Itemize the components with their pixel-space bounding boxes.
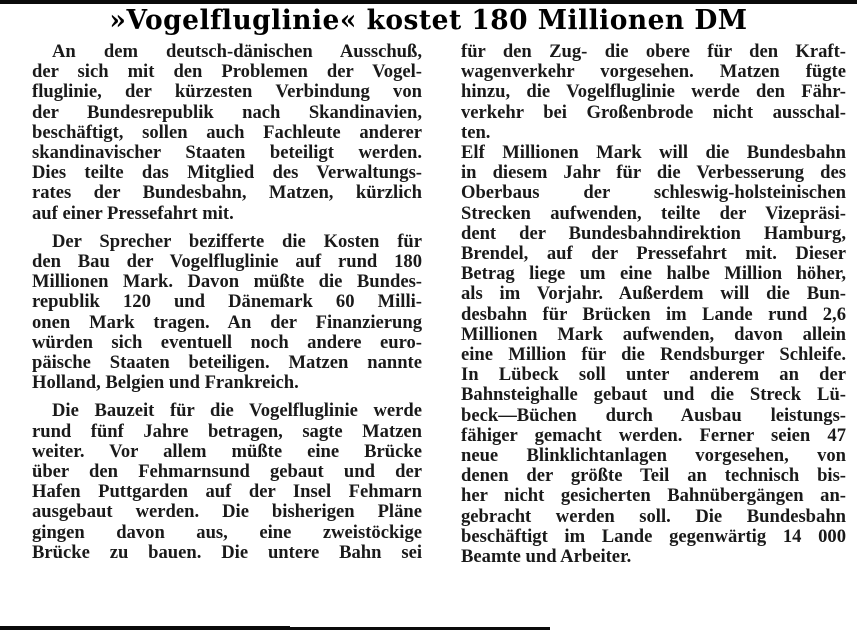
text-line: Betrag liege um eine halbe Million höher, <box>461 263 846 285</box>
text-line: Holland, Belgien und Frankreich. <box>32 372 299 394</box>
text-line: der sich mit den Problemen der Vogel- <box>32 61 422 83</box>
text-line: der Bundesrepublik nach Skandinavien, <box>32 101 422 123</box>
text-line: für den Zug- die obere für den Kraft- <box>461 41 846 62</box>
paragraph <box>12 401 422 563</box>
text-line: verkehr bei Großenbrode nicht ausschal- <box>461 101 846 123</box>
text-line: her nicht gesicherten Bahnübergängen an- <box>461 485 846 507</box>
text-line: fähiger gemacht werden. Ferner seien 47 <box>461 424 846 446</box>
text-line: als im Vorjahr. Außerdem will die Bun- <box>461 283 846 305</box>
text-line: Oberbaus der schleswig-holsteinischen <box>461 182 846 204</box>
top-rule <box>0 0 857 4</box>
text-line: denen der größte Teil an technisch bis- <box>461 465 846 487</box>
text-line: gebracht werden soll. Die Bundesbahn <box>461 505 846 527</box>
text-line: wagenverkehr vorgesehen. Matzen fügte <box>461 61 846 83</box>
text-line: desbahn für Brücken im Lande rund 2,6 <box>461 303 846 325</box>
text-line: ten. <box>461 121 491 143</box>
text-line: Der Sprecher bezifferte die Kosten für <box>52 230 422 252</box>
text-line: An dem deutsch-dänischen Ausschuß, <box>52 41 422 62</box>
paragraph <box>441 42 846 143</box>
text-line: den Bau der Vogelfluglinie auf rund 180 <box>32 251 422 273</box>
text-line: ausgebaut werden. Die bisherigen Pläne <box>32 501 422 523</box>
text-line: Brendel, auf der Pressefahrt mit. Dieser <box>461 243 846 265</box>
text-line: Millionen Mark aufwenden, davon allein <box>461 323 846 345</box>
text-line: würden sich eventuell noch andere euro- <box>32 331 422 353</box>
text-line: Elf Millionen Mark will die Bundesbahn <box>461 142 846 164</box>
text-line: Millionen Mark. Davon müßte die Bundes- <box>32 271 422 293</box>
paragraph <box>12 232 422 394</box>
text-line: Beamte und Arbeiter. <box>461 546 632 568</box>
text-line: Hafen Puttgarden auf der Insel Fehmarn <box>32 481 422 503</box>
text-line: auf einer Pressefahrt mit. <box>32 202 234 224</box>
text-line: eine Million für die Rendsburger Schleife. <box>461 344 846 366</box>
left-column <box>12 42 422 563</box>
text-line: beschäftigt im Lande gegenwärtig 14 000 <box>461 525 846 547</box>
paragraph <box>12 42 422 224</box>
text-line: päische Staaten beteiligen. Matzen nannte <box>32 352 422 374</box>
text-line: Dies teilte das Mitglied des Verwaltungs- <box>32 162 422 184</box>
article-headline: »Vogelfluglinie« kostet 180 Millionen DM <box>109 5 748 36</box>
text-line: Strecken aufwenden, teilte der Vizepräsi- <box>461 202 846 224</box>
paragraph <box>441 143 846 567</box>
text-line: über den Fehmarnsund gebaut und der <box>32 461 422 483</box>
text-line: rund fünf Jahre betragen, sagte Matzen <box>32 420 422 442</box>
text-line: fluglinie, der kürzesten Verbindung von <box>32 81 422 103</box>
text-line: Die Bauzeit für die Vogelfluglinie werde <box>52 400 422 422</box>
text-line: republik 120 und Dänemark 60 Milli- <box>32 291 422 313</box>
text-line: rates der Bundesbahn, Matzen, kürzlich <box>32 182 422 204</box>
text-line: beck—Büchen durch Ausbau leistungs- <box>461 404 846 426</box>
bottom-rule <box>0 626 290 630</box>
text-line: onen Mark tragen. An der Finanzierung <box>32 311 422 333</box>
text-line: dent der Bundesbahndirektion Hamburg, <box>461 222 846 244</box>
text-line: Bahnsteighalle gebaut und die Streck Lü- <box>461 384 846 406</box>
text-line: beschäftigt, sollen auch Fachleute anderer <box>32 121 422 143</box>
text-line: skandinavischer Staaten beteiligt werden. <box>32 142 422 164</box>
right-column <box>441 42 846 567</box>
text-line: in diesem Jahr für die Verbesserung des <box>461 162 846 184</box>
text-line: weiter. Vor allem müßte eine Brücke <box>32 440 422 462</box>
text-line: Brücke zu bauen. Die untere Bahn sei <box>32 541 422 563</box>
text-line: gingen davon aus, eine zweistöckige <box>32 521 422 543</box>
text-line: In Lübeck soll unter anderem an der <box>461 364 846 386</box>
text-line: hinzu, die Vogelfluglinie werde den Fähr- <box>461 81 846 103</box>
text-line: neue Blinklichtanlagen vorgesehen, von <box>461 445 846 467</box>
